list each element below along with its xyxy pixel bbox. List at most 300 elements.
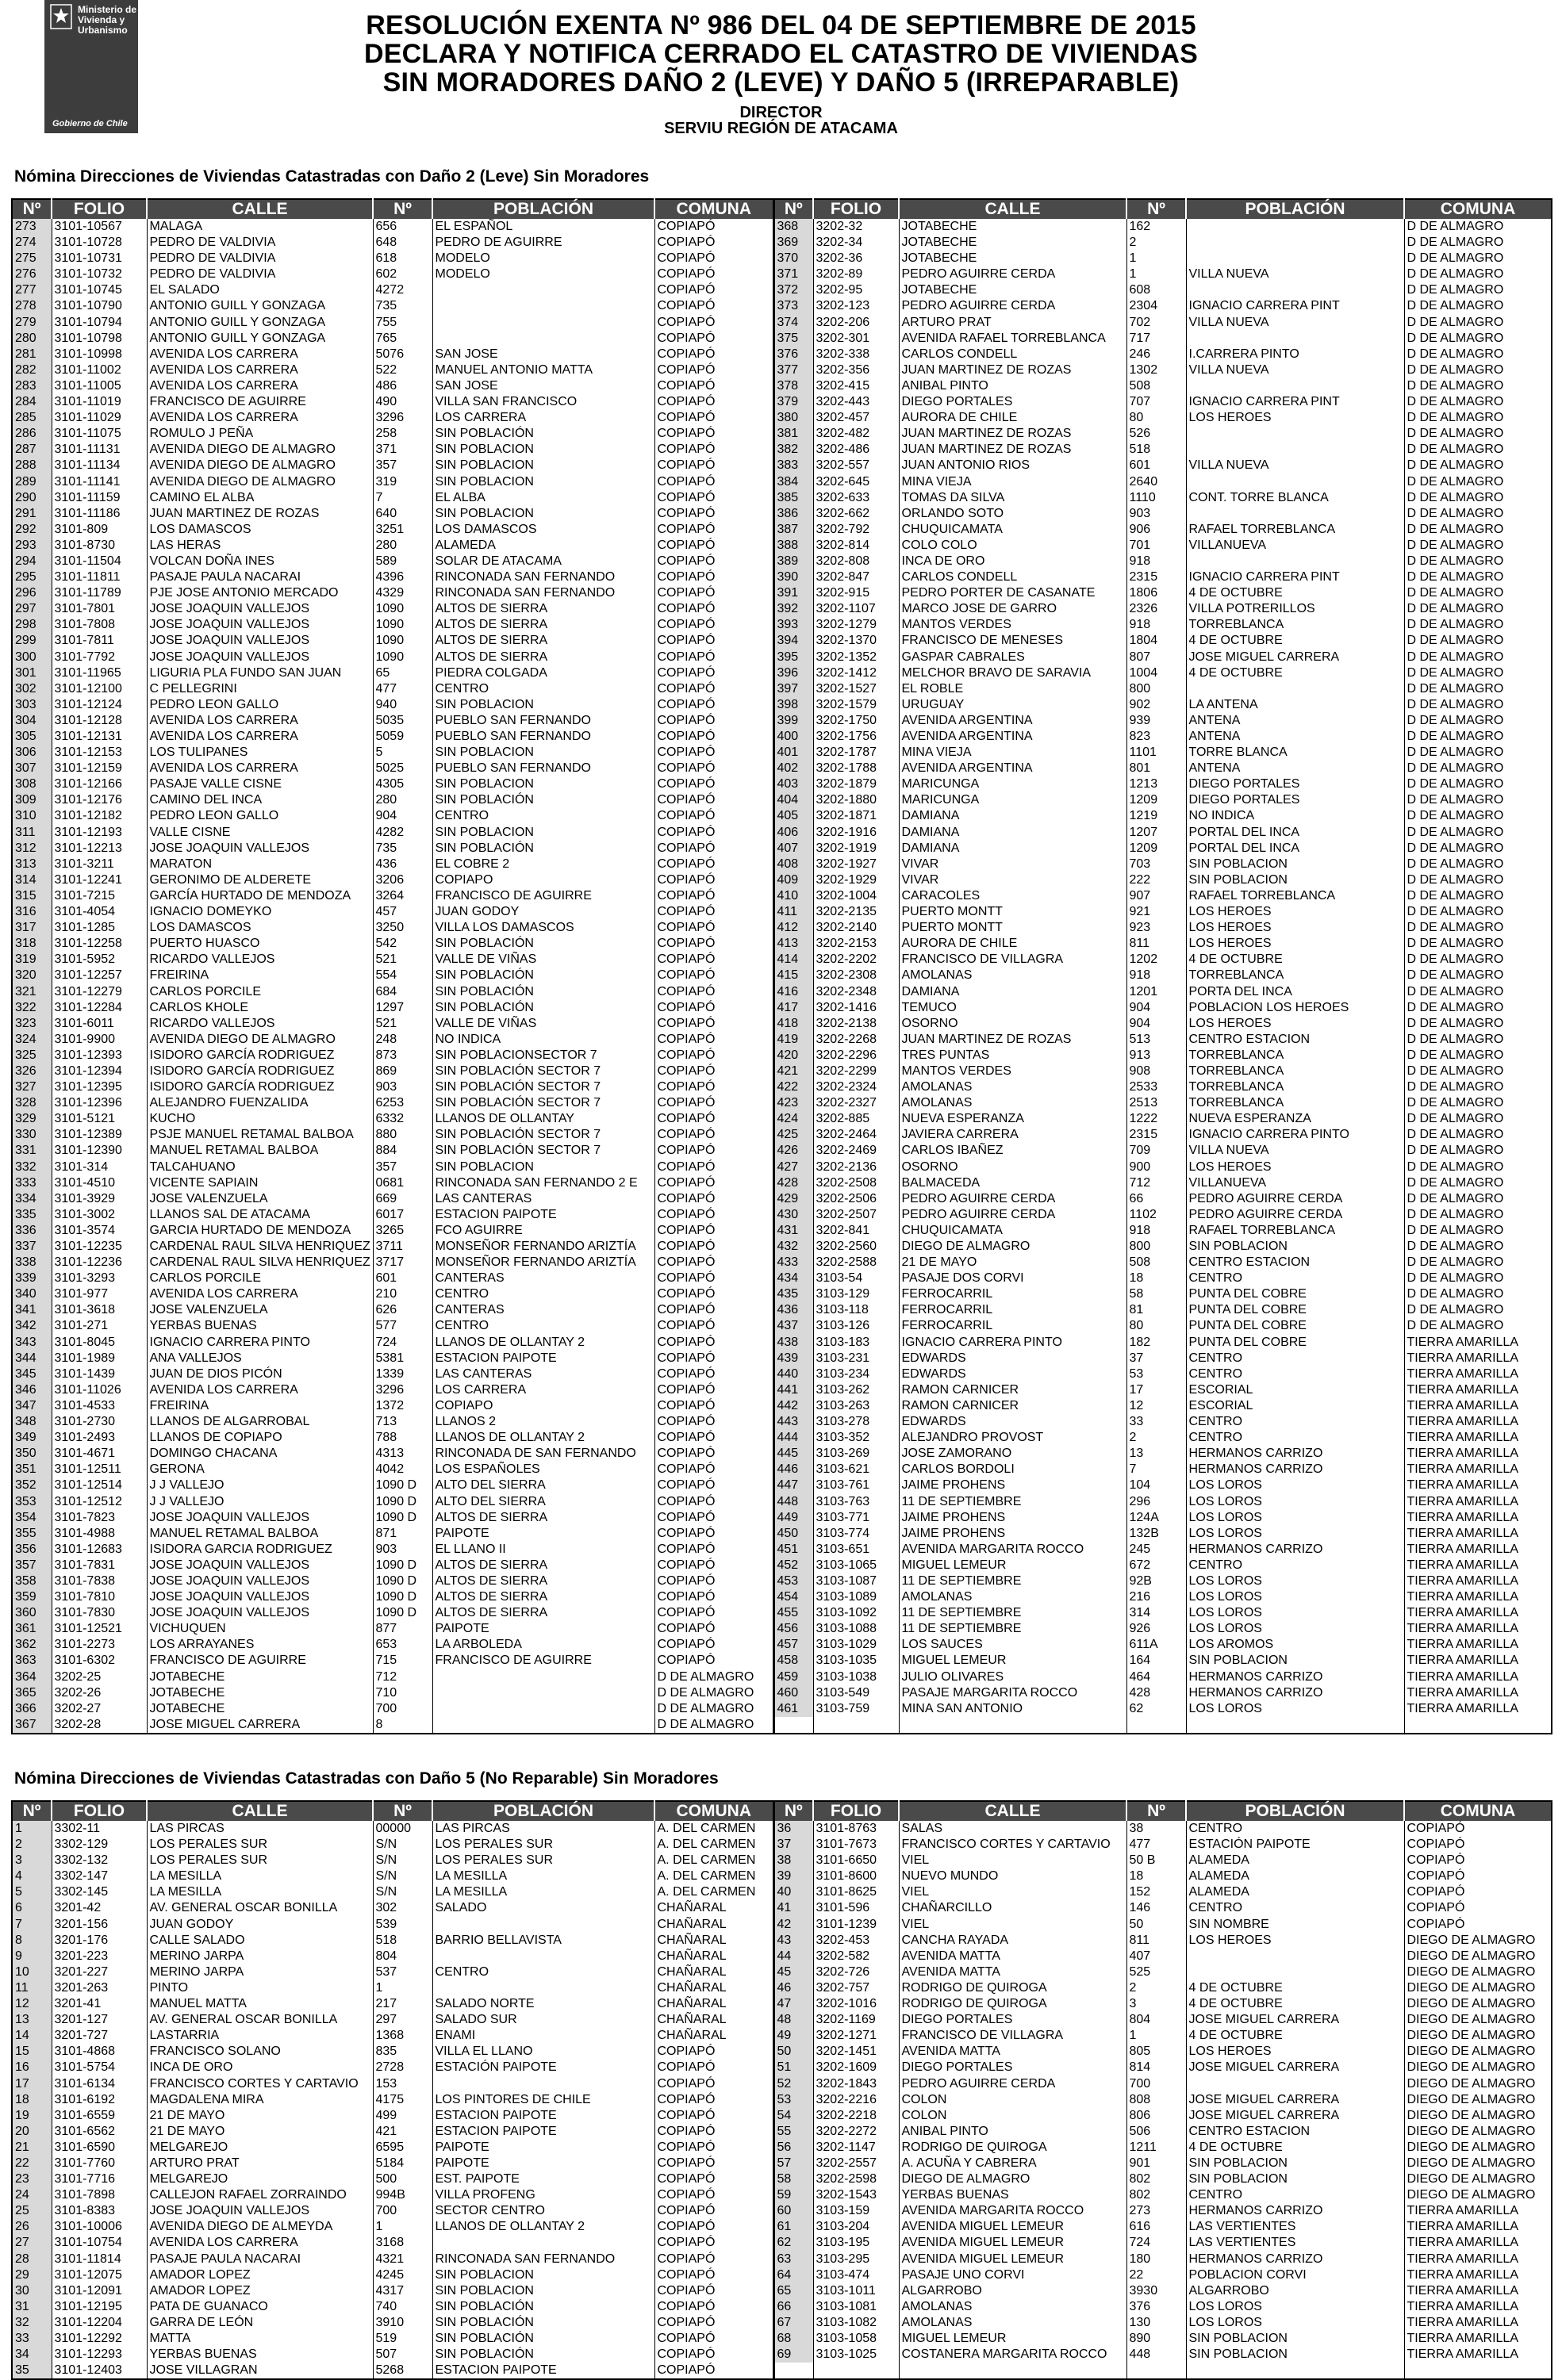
cell-neighborhood: RAFAEL TORREBLANCA	[1186, 522, 1404, 538]
cell-row-number: 66	[773, 2299, 813, 2315]
cell-neighborhood: MANUEL ANTONIO MATTA	[432, 362, 654, 378]
cell-house-number: 755	[373, 315, 432, 331]
cell-row-number: 431	[773, 1223, 813, 1239]
cell-neighborhood: ESTACION PAIPOTE	[432, 1351, 654, 1366]
cell-commune: TIERRA AMARILLA	[1407, 1638, 1518, 1652]
cell-commune: COPIAPÓ	[654, 936, 773, 952]
cell-house-number: 297	[373, 2012, 432, 2028]
cell-commune: COPIAPÓ	[654, 2331, 773, 2347]
cell-folio: 3101-6134	[52, 2076, 147, 2092]
cell-commune: D DE ALMAGRO	[1407, 443, 1504, 457]
cell-commune: COPIAPÓ	[654, 1175, 773, 1191]
cell-neighborhood: ANTENA	[1186, 713, 1404, 729]
cell-neighborhood: VILLA NUEVA	[1186, 458, 1404, 473]
cell-row-number: 401	[773, 745, 813, 761]
cell-row-number: 27	[12, 2235, 52, 2251]
cell-neighborhood: ESTACION PAIPOTE	[432, 1207, 654, 1223]
cell-commune: COPIAPÓ	[654, 1589, 773, 1605]
table-row	[12, 298, 1552, 314]
cell-house-number: 712	[1126, 1175, 1186, 1191]
cell-neighborhood	[1186, 235, 1404, 251]
table-row	[12, 2171, 1552, 2187]
table-row	[12, 1637, 1552, 1653]
cell-commune: COPIAPÓ	[654, 2203, 773, 2219]
cell-row-number: 408	[773, 857, 813, 872]
cell-neighborhood: HERMANOS CARRIZO	[1186, 1685, 1404, 1701]
cell-commune: D DE ALMAGRO	[1407, 793, 1504, 807]
cell-house-number: 656	[373, 219, 432, 235]
cell-house-number: 800	[1126, 1239, 1186, 1255]
cell-row-number: 58	[773, 2171, 813, 2187]
cell-commune: COPIAPÓ	[654, 282, 773, 298]
cell-street: COSTANERA MARGARITA ROCCO	[899, 2347, 1126, 2363]
cell-folio: 3202-2327	[813, 1095, 899, 1111]
cell-folio: 3202-206	[813, 315, 899, 331]
cell-street: DIEGO PORTALES	[899, 2060, 1126, 2075]
cell-folio: 3202-301	[813, 331, 899, 347]
cell-neighborhood: ESTACIÓN PAIPOTE	[1186, 1837, 1404, 1853]
cell-commune: COPIAPÓ	[654, 522, 773, 538]
table-row	[12, 1477, 1552, 1493]
cell-commune: COPIAPÓ	[654, 554, 773, 569]
table-row	[12, 1048, 1552, 1064]
cell-row-number: 273	[12, 219, 52, 235]
cell-house-number: 506	[1126, 2124, 1186, 2140]
cell-neighborhood: RINCONADA DE SAN FERNANDO	[432, 1446, 654, 1462]
cell-neighborhood: SIN POBLACIÓN	[432, 968, 654, 983]
cell-row-number: 409	[773, 872, 813, 888]
cell-neighborhood: LOS LOROS	[1186, 2315, 1404, 2331]
cell-folio: 3202-1169	[813, 2012, 899, 2028]
cell-commune: COPIAPÓ	[654, 1016, 773, 1032]
cell-commune: D DE ALMAGRO	[1407, 1080, 1504, 1094]
cell-street: PUERTO MONTT	[899, 920, 1126, 936]
cell-row-number: 12	[12, 1996, 52, 2012]
cell-neighborhood: SIN POBLACIÓN	[432, 984, 654, 1000]
cell-house-number: 735	[373, 841, 432, 857]
cell-house-number: 6332	[373, 1111, 432, 1127]
cell-row-number: 461	[773, 1701, 813, 1717]
cell-house-number: 12	[1126, 1398, 1186, 1414]
cell-folio: 3202-1609	[813, 2060, 899, 2075]
cell-neighborhood: POBLACION LOS HEROES	[1186, 1000, 1404, 1016]
cell-neighborhood	[432, 1685, 654, 1701]
cell-house-number: 50 B	[1126, 1853, 1186, 1868]
cell-folio: 3101-11186	[52, 506, 147, 522]
cell-commune: COPIAPÓ	[654, 1223, 773, 1239]
cell-street: PEDRO AGUIRRE CERDA	[899, 2076, 1126, 2092]
cell-house-number: 2326	[1126, 601, 1186, 617]
cell-street: ANTONIO GUILL Y GONZAGA	[147, 315, 373, 331]
cell-neighborhood: CENTRO	[432, 681, 654, 697]
cell-street: PASAJE DOS CORVI	[899, 1270, 1126, 1286]
cell-row-number: 417	[773, 1000, 813, 1016]
column-header-row-number: Nº	[773, 1801, 813, 1821]
table-row	[12, 1270, 1552, 1286]
cell-house-number: 5381	[373, 1351, 432, 1366]
cell-commune: COPIAPÓ	[654, 1159, 773, 1175]
cell-row-number: 23	[12, 2171, 52, 2187]
cell-neighborhood	[1186, 1964, 1404, 1980]
cell-folio: 3101-11504	[52, 554, 147, 569]
cell-commune: COPIAPÓ	[654, 569, 773, 585]
column-header-folio: FOLIO	[813, 199, 899, 219]
cell-house-number: 1090	[373, 601, 432, 617]
cell-street: PSJE MANUEL RETAMAL BALBOA	[147, 1127, 373, 1143]
cell-folio: 3101-7823	[52, 1510, 147, 1526]
cell-house-number: 542	[373, 936, 432, 952]
cell-neighborhood: PIEDRA COLGADA	[432, 665, 654, 681]
cell-folio: 3202-1370	[813, 633, 899, 649]
cell-neighborhood: ALAMEDA	[432, 538, 654, 554]
cell-street: FREIRINA	[147, 1398, 373, 1414]
cell-street: AVENIDA RAFAEL TORREBLANCA	[899, 331, 1126, 347]
cell-house-number: 765	[373, 331, 432, 347]
cell-house-number: 6253	[373, 1095, 432, 1111]
cell-folio: 3103-1035	[813, 1653, 899, 1669]
cell-commune: D DE ALMAGRO	[1407, 1271, 1504, 1286]
cell-street: PEDRO PORTER DE CASANATE	[899, 585, 1126, 601]
cell-folio: 3103-1065	[813, 1558, 899, 1573]
cell-street: ANTONIO GUILL Y GONZAGA	[147, 298, 373, 314]
cell-commune: COPIAPÓ	[654, 1127, 773, 1143]
cell-folio: 3202-841	[813, 1223, 899, 1239]
table-row	[12, 650, 1552, 665]
cell-street: DAMIANA	[899, 984, 1126, 1000]
cell-neighborhood: MONSEÑOR FERNANDO ARIZTÍA	[432, 1239, 654, 1255]
cell-street: ISIDORO GARCÍA RODRIGUEZ	[147, 1048, 373, 1064]
cell-row-number: 32	[12, 2315, 52, 2331]
cell-commune: TIERRA AMARILLA	[1407, 2299, 1518, 2313]
cell-neighborhood: ENAMI	[432, 2028, 654, 2044]
column-header-street: CALLE	[899, 1801, 1126, 1821]
cell-house-number: 877	[373, 1621, 432, 1637]
cell-commune: COPIAPÓ	[1407, 1901, 1465, 1915]
table-row	[12, 1239, 1552, 1255]
ministry-name: Ministerio de Vivienda y Urbanismo	[78, 4, 137, 36]
cell-house-number: 53	[1126, 1366, 1186, 1382]
cell-street: JOSE JOAQUIN VALLEJOS	[147, 1558, 373, 1573]
cell-folio: 3201-727	[52, 2028, 147, 2044]
cell-folio: 3202-1843	[813, 2076, 899, 2092]
cell-row-number: 371	[773, 266, 813, 282]
cell-folio: 3202-1271	[813, 2028, 899, 2044]
cell-street: MIGUEL LEMEUR	[899, 1653, 1126, 1669]
cell-neighborhood: CENTRO	[1186, 1900, 1404, 1916]
cell-commune: COPIAPÓ	[654, 1270, 773, 1286]
cell-neighborhood: LOS LOROS	[1186, 1494, 1404, 1510]
cell-row-number: 434	[773, 1270, 813, 1286]
cell-street: CAMINO EL ALBA	[147, 490, 373, 506]
cell-street: TEMUCO	[899, 1000, 1126, 1016]
cell-folio: 3103-763	[813, 1494, 899, 1510]
cell-folio: 3202-453	[813, 1933, 899, 1949]
table-row	[12, 1255, 1552, 1270]
cell-neighborhood: PUNTA DEL COBRE	[1186, 1286, 1404, 1302]
cell-folio: 3101-1989	[52, 1351, 147, 1366]
cell-house-number: 871	[373, 1526, 432, 1542]
cell-street: MARICUNGA	[899, 792, 1126, 808]
cell-house-number: 152	[1126, 1884, 1186, 1900]
cell-house-number: 2533	[1126, 1079, 1186, 1095]
cell-commune: DIEGO DE ALMAGRO	[1407, 2172, 1536, 2186]
cell-folio: 3101-977	[52, 1286, 147, 1302]
cell-commune: DIEGO DE ALMAGRO	[1407, 2108, 1536, 2122]
cell-commune: COPIAPÓ	[654, 1446, 773, 1462]
cell-row-number: 305	[12, 729, 52, 745]
cell-folio: 3103-549	[813, 1685, 899, 1701]
cell-neighborhood: CANTERAS	[432, 1302, 654, 1318]
cell-commune: COPIAPÓ	[654, 1477, 773, 1493]
cell-row-number: 3	[12, 1853, 52, 1868]
cell-neighborhood: SIN POBLACIÓN	[432, 2315, 654, 2331]
cell-folio: 3202-2136	[813, 1159, 899, 1175]
cell-house-number: 921	[1126, 904, 1186, 920]
cell-row-number: 61	[773, 2219, 813, 2235]
cell-row-number: 396	[773, 665, 813, 681]
cell-row-number: 31	[12, 2299, 52, 2315]
cell-neighborhood: VILLA POTRERILLOS	[1186, 601, 1404, 617]
cell-house-number: 940	[373, 697, 432, 713]
cell-neighborhood: RINCONADA SAN FERNANDO	[432, 2252, 654, 2267]
cell-neighborhood: LOS HEROES	[1186, 1159, 1404, 1175]
cell-row-number: 421	[773, 1064, 813, 1079]
cell-folio: 3101-7810	[52, 1589, 147, 1605]
cell-house-number: 5184	[373, 2156, 432, 2171]
cell-commune: TIERRA AMARILLA	[1407, 1478, 1518, 1493]
cell-folio: 3101-12176	[52, 792, 147, 808]
cell-neighborhood: VILLA PROFENG	[432, 2187, 654, 2203]
cell-street: VIEL	[899, 1917, 1126, 1933]
cell-row-number: 295	[12, 569, 52, 585]
cell-commune: COPIAPÓ	[654, 2219, 773, 2235]
cell-row-number: 335	[12, 1207, 52, 1223]
cell-commune: D DE ALMAGRO	[1407, 522, 1504, 536]
cell-commune: COPIAPÓ	[654, 1143, 773, 1159]
cell-row-number: 336	[12, 1223, 52, 1239]
cell-house-number: 715	[373, 1653, 432, 1669]
table-row	[12, 1143, 1552, 1159]
table-row	[12, 601, 1552, 617]
cell-street: VICHUQUEN	[147, 1621, 373, 1637]
cell-neighborhood: SIN POBLACION	[1186, 2171, 1404, 2187]
cell-street: JOTABECHE	[899, 235, 1126, 251]
cell-folio: 3101-12131	[52, 729, 147, 745]
cell-row-number: 368	[773, 219, 813, 235]
cell-street: ISIDORA GARCIA RODRIGUEZ	[147, 1542, 373, 1558]
cell-house-number: 421	[373, 2124, 432, 2140]
table-row	[12, 1127, 1552, 1143]
cell-neighborhood: SIN POBLACIÓN SECTOR 7	[432, 1079, 654, 1095]
cell-folio: 3202-557	[813, 458, 899, 473]
table-row	[12, 1335, 1552, 1351]
cell-neighborhood: SIN POBLACION	[1186, 1653, 1404, 1669]
cell-row-number: 389	[773, 554, 813, 569]
cell-neighborhood: LOS LOROS	[1186, 1589, 1404, 1605]
cell-house-number: 811	[1126, 1933, 1186, 1949]
cell-street: PEDRO DE VALDIVIA	[147, 266, 373, 282]
cell-row-number: 44	[773, 1949, 813, 1964]
cell-folio: 3103-1081	[813, 2299, 899, 2315]
cell-row-number: 327	[12, 1079, 52, 1095]
cell-folio: 3202-1279	[813, 617, 899, 633]
cell-street: 11 DE SEPTIEMBRE	[899, 1494, 1126, 1510]
cell-row-number: 301	[12, 665, 52, 681]
table-row	[12, 331, 1552, 347]
cell-folio: 3101-7811	[52, 633, 147, 649]
cell-street: FERROCARRIL	[899, 1302, 1126, 1318]
cell-street: TRES PUNTAS	[899, 1048, 1126, 1064]
table-row	[12, 362, 1552, 378]
table-row	[12, 2235, 1552, 2251]
cell-street: MIGUEL LEMEUR	[899, 1558, 1126, 1573]
cell-commune: COPIAPÓ	[654, 458, 773, 473]
cell-neighborhood: JOSE MIGUEL CARRERA	[1186, 2108, 1404, 2124]
cell-row-number: 341	[12, 1302, 52, 1318]
cell-commune: COPIAPÓ	[654, 1637, 773, 1653]
cell-street: JOTABECHE	[147, 1701, 373, 1717]
cell-street: AURORA DE CHILE	[899, 410, 1126, 426]
cell-commune: CHAÑARAL	[654, 1996, 773, 2012]
cell-street: PUERTO HUASCO	[147, 936, 373, 952]
cell-house-number: 448	[1126, 2347, 1186, 2363]
cell-house-number: 907	[1126, 888, 1186, 904]
cell-row-number: 439	[773, 1351, 813, 1366]
cell-street: JOSE JOAQUIN VALLEJOS	[147, 1605, 373, 1621]
cell-commune: TIERRA AMARILLA	[1407, 1590, 1518, 1604]
cell-neighborhood: LLANOS DE OLLANTAY 2	[432, 2219, 654, 2235]
cell-folio: 3202-1543	[813, 2187, 899, 2203]
cell-neighborhood: MODELO	[432, 251, 654, 266]
cell-street: JOTABECHE	[899, 251, 1126, 266]
cell-house-number: 518	[373, 1933, 432, 1949]
cell-house-number: 735	[373, 298, 432, 314]
cell-street: PASAJE PAULA NACARAI	[147, 2252, 373, 2267]
cell-house-number: 884	[373, 1143, 432, 1159]
cell-row-number: 42	[773, 1917, 813, 1933]
cell-commune: COPIAPÓ	[654, 2235, 773, 2251]
cell-neighborhood: PUEBLO SAN FERNANDO	[432, 761, 654, 776]
table-row	[12, 2203, 1552, 2219]
cell-commune: COPIAPÓ	[654, 745, 773, 761]
cell-house-number: 908	[1126, 1064, 1186, 1079]
table-row	[12, 1996, 1552, 2012]
cell-street: MALAGA	[147, 219, 373, 235]
cell-neighborhood: LOS HEROES	[1186, 410, 1404, 426]
cell-folio: 3201-223	[52, 1949, 147, 1964]
cell-folio: 3101-12284	[52, 1000, 147, 1016]
cell-street: JOTABECHE	[899, 282, 1126, 298]
cell-house-number: 428	[1126, 1685, 1186, 1701]
cell-folio: 3202-726	[813, 1964, 899, 1980]
cell-street: FRANCISCO DE VILLAGRA	[899, 2028, 1126, 2044]
cell-folio: 3101-7673	[813, 1837, 899, 1853]
cell-folio: 3101-12166	[52, 776, 147, 792]
table-row	[12, 1821, 1552, 1837]
cell-neighborhood	[432, 1949, 654, 1964]
cell-row-number: 356	[12, 1542, 52, 1558]
cell-row-number: 413	[773, 936, 813, 952]
cell-commune: COPIAPÓ	[1407, 1838, 1465, 1852]
cell-house-number: 2315	[1126, 569, 1186, 585]
cell-neighborhood: IGNACIO CARRERA PINT	[1186, 298, 1404, 314]
cell-house-number: 890	[1126, 2331, 1186, 2347]
cell-commune: DIEGO DE ALMAGRO	[1407, 2060, 1536, 2075]
cell-row-number: 456	[773, 1621, 813, 1637]
cell-neighborhood: 4 DE OCTUBRE	[1186, 585, 1404, 601]
cell-folio: 3202-915	[813, 585, 899, 601]
cell-house-number: 477	[1126, 1837, 1186, 1853]
cell-folio: 3202-1527	[813, 681, 899, 697]
column-header-house-number: Nº	[373, 1801, 432, 1821]
cell-folio: 3101-3929	[52, 1191, 147, 1207]
cell-neighborhood: PEDRO AGUIRRE CERDA	[1186, 1207, 1404, 1223]
cell-neighborhood: SIN POBLACION	[1186, 2347, 1404, 2363]
cell-street: LOS TULIPANES	[147, 745, 373, 761]
table-row	[12, 474, 1552, 490]
cell-commune: COPIAPÓ	[1407, 1917, 1465, 1931]
cell-house-number: 601	[1126, 458, 1186, 473]
cell-street: AV. GENERAL OSCAR BONILLA	[147, 2012, 373, 2028]
cell-house-number: 611A	[1126, 1637, 1186, 1653]
cell-row-number: 309	[12, 792, 52, 808]
cell-neighborhood: VILLANUEVA	[1186, 538, 1404, 554]
cell-row-number: 424	[773, 1111, 813, 1127]
cell-commune: COPIAPÓ	[654, 1064, 773, 1079]
cell-folio: 3101-12403	[52, 2363, 147, 2379]
cell-neighborhood: EST. PAIPOTE	[432, 2171, 654, 2187]
table-row	[12, 1964, 1552, 1980]
cell-neighborhood	[432, 298, 654, 314]
cell-street: AVENIDA LOS CARRERA	[147, 729, 373, 745]
cell-street: RODRIGO DE QUIROGA	[899, 1980, 1126, 1996]
cell-neighborhood: LOS CARRERA	[432, 1382, 654, 1398]
cell-row-number: 321	[12, 984, 52, 1000]
table-row	[12, 857, 1552, 872]
cell-commune: TIERRA AMARILLA	[1407, 1685, 1518, 1700]
cell-house-number: 518	[1126, 442, 1186, 458]
cell-house-number: 302	[373, 1900, 432, 1916]
cell-folio: 3101-10732	[52, 266, 147, 282]
cell-folio: 3201-41	[52, 1996, 147, 2012]
cell-row-number: 25	[12, 2203, 52, 2219]
cell-street: ANA VALLEJOS	[147, 1351, 373, 1366]
cell-street: CARDENAL RAUL SILVA HENRIQUEZ	[147, 1255, 373, 1270]
cell-row-number: 290	[12, 490, 52, 506]
cell-neighborhood: LOS HEROES	[1186, 904, 1404, 920]
cell-folio: 3202-1451	[813, 2044, 899, 2060]
table-row	[12, 841, 1552, 857]
column-header-neighborhood: POBLACIÓN	[1186, 1801, 1404, 1821]
cell-house-number: 464	[1126, 1669, 1186, 1685]
cell-folio: 3103-1082	[813, 2315, 899, 2331]
cell-street: AMADOR LOPEZ	[147, 2283, 373, 2299]
cell-neighborhood: ALTOS DE SIERRA	[432, 1605, 654, 1621]
table-row	[12, 761, 1552, 776]
cell-commune: COPIAPÓ	[654, 235, 773, 251]
cell-row-number: 411	[773, 904, 813, 920]
cell-folio: 3202-2560	[813, 1239, 899, 1255]
cell-street: AVENIDA MATTA	[899, 2044, 1126, 2060]
cell-house-number: 407	[1126, 1949, 1186, 1964]
cell-commune: TIERRA AMARILLA	[1407, 1510, 1518, 1524]
cell-street: PJE JOSE ANTONIO MERCADO	[147, 585, 373, 601]
table-row	[12, 792, 1552, 808]
cell-street: NUEVO MUNDO	[899, 1868, 1126, 1884]
table-row	[12, 1933, 1552, 1949]
cell-commune: COPIAPÓ	[654, 2140, 773, 2156]
cell-folio: 3101-7801	[52, 601, 147, 617]
